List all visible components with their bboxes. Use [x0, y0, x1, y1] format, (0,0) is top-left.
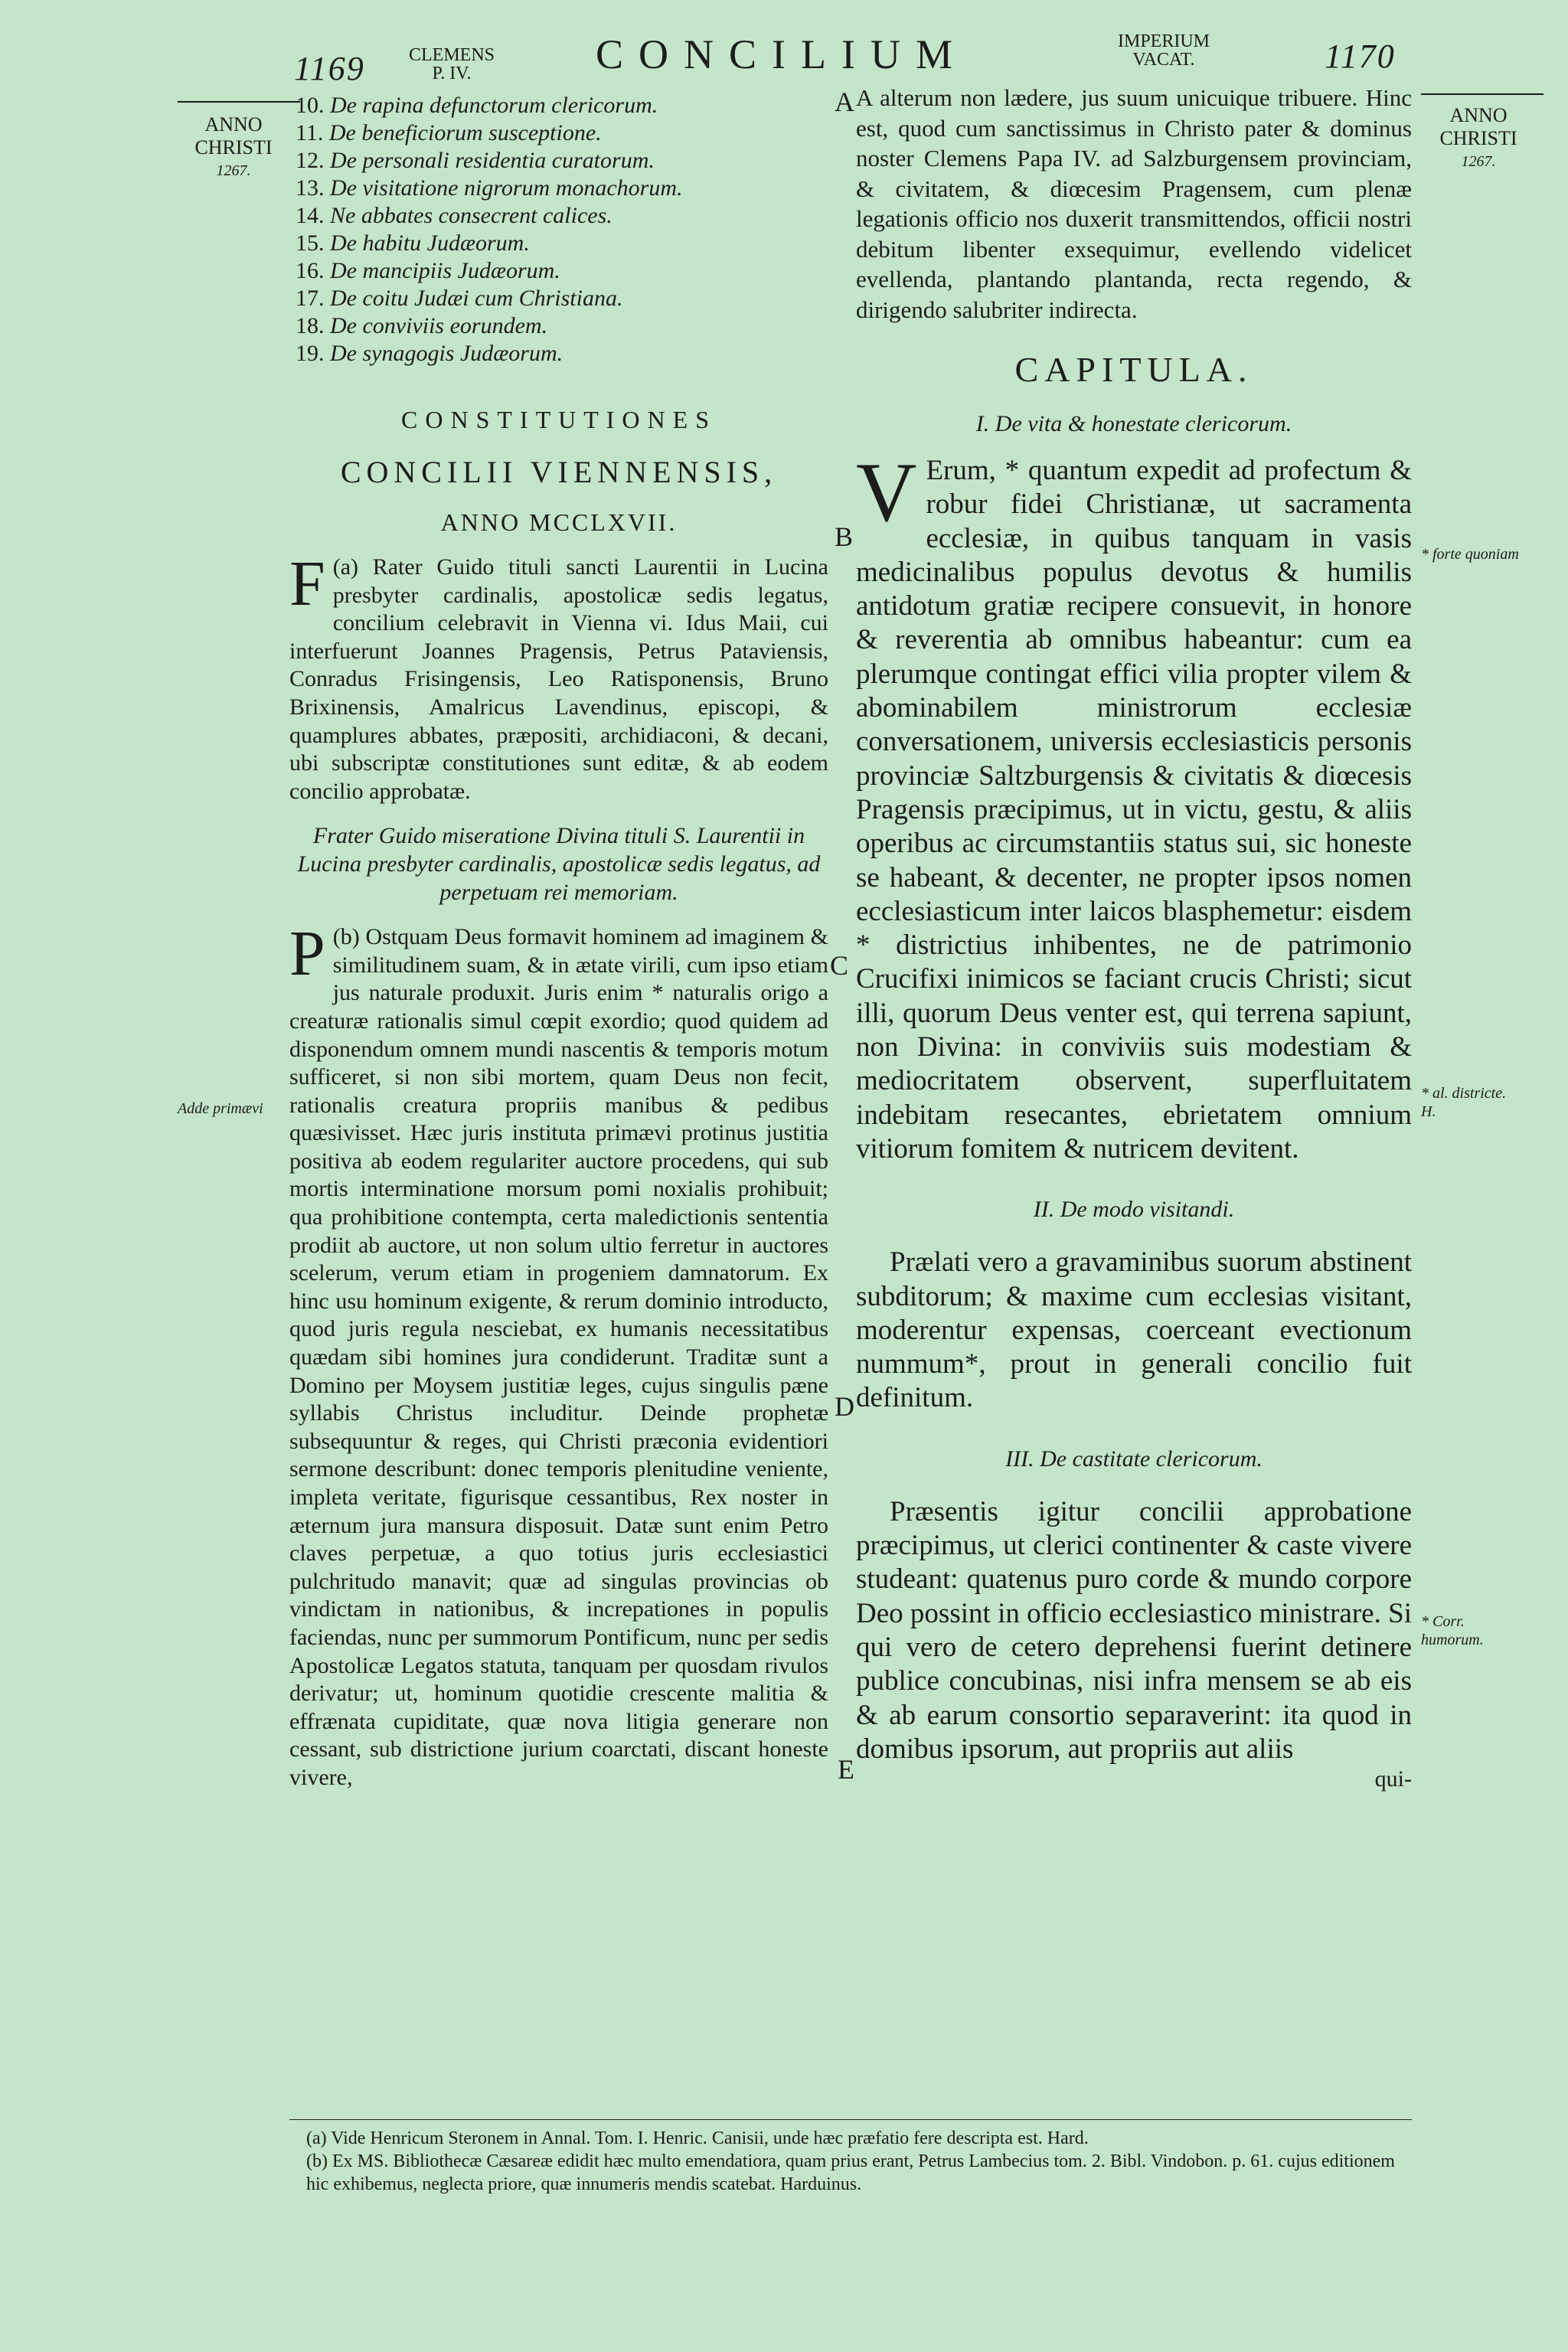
dropcap-a: F — [289, 548, 325, 619]
heading-capitula: CAPITULA. — [1014, 350, 1253, 389]
anno-right-line1: ANNO — [1449, 104, 1508, 126]
heading-concilii: CONCILII VIENNENSIS, — [340, 455, 778, 489]
chapter-list-item: 17. De coitu Judæi cum Christiana. — [296, 286, 623, 311]
right-column — [856, 83, 1412, 1792]
paragraph-a-text: Rater Guido tituli sancti Laurentii in Lucina presbyter cardinalis, apostolicæ sedis legatus, concilium celebravit in Vienna vi. Idus Maii, cui interfuerunt Joannes Pragensis, Petrus Pataviensis, Conradus Frisingensis, Leo Ratisponensis, Bruno Brixinensis, Amalricus Lavendinus, episcopi, & quamplures abbates, præpositi, archidiaconi, & decani, ubi subscriptæ constitutiones sunt editæ, & ab eodem concilio approbatæ. — [289, 554, 828, 804]
chapter-list-item: 12. De personali residentia curatorum. — [296, 148, 655, 173]
section-marker-d: D — [835, 1391, 854, 1422]
anno-right — [1429, 104, 1528, 173]
page-number-right: 1170 — [1325, 38, 1396, 75]
paragraph-b — [289, 918, 829, 1792]
anno-left-line1: ANNO — [204, 113, 263, 136]
chapter-2-text: Prælati vero a gravaminibus suorum abstinent subditorum; & maxime cum ecclesias visitant, moderentur expensas, coerceant evectionum nummum*, prout in generali concilio fuit definitum. — [856, 1246, 1412, 1414]
chapter-list-item: 10. De rapina defunctorum clericorum. — [296, 93, 658, 118]
anno-rule-right — [1421, 93, 1544, 95]
footnote-b: (b) Ex MS. Bibliothecæ Cæsareæ edidit hæc multo emendatiora, quam prius erant, Petrus Lambecius tom. 2. Bibl. Vindobon. p. 61. cujus editionem hic exhibemus, neglecta priore, quæ innumeris mendis scatebat. Harduinus. — [306, 2151, 1395, 2194]
chapter-2-title: II. De modo visitandi. — [1033, 1197, 1235, 1223]
margin-note-left: Adde primævi — [178, 1100, 263, 1117]
chapter-list-item: 18. De conviviis eorundem. — [296, 313, 548, 338]
left-column — [289, 406, 828, 1792]
chapter-list-item: 16. De mancipiis Judæorum. — [296, 258, 560, 283]
heading-constitutiones: CONSTITUTIONES — [401, 406, 717, 433]
margin-note-right-3: * Corr. humorum. — [1421, 1613, 1484, 1648]
chapter-list-item: 13. De visitatione nigrorum monachorum. — [296, 175, 683, 201]
section-marker-b: B — [835, 521, 854, 552]
footnote-rule — [289, 2119, 1412, 2120]
pope-label — [398, 46, 505, 83]
section-marker-e: E — [838, 1754, 854, 1785]
section-marker-a: A — [835, 87, 854, 117]
anno-left-line3: 1267. — [216, 162, 251, 179]
chapter-1-text — [856, 446, 1412, 1166]
marker-b: (b) — [332, 924, 360, 950]
chapter-1-body: Erum, * quantum expedit ad profectum & robur fidei Christianæ, ut sacramenta ecclesiæ, in quibus tanquam in vasis medicinalibus populus devotus & humilis antidotum gratiæ recipere consuevit, in honore & reverentia ab omnibus habeantur: cum ea plerumque contingat effici vilia propter vilem & abominabilem ministrorum ecclesiæ conversationem, universis ecclesiasticis personis provinciæ Saltzburgensis & civitatis & diœcesis Pragensis præcipimus, ut in victu, gestu, & aliis operibus ac circumstantiis status sui, sic honeste se habeant, & decenter, ne propter ipsos nomen ecclesiasticum inter laicos blasphemetur: eisdem * districtius inhibentes, ne de patrimonio Crucifixi inimicos se faciant crucis Christi; sicut illi, quorum Deus venter est, qui terrena sapiunt, non Divina: in conviviis suis modestiam & mediocritatem observent, superfluitatem indebitam resecantes, ebrietatem omnium vitiorum fomitem & nutricem devitent. — [856, 455, 1412, 1165]
chapter-list — [296, 92, 831, 368]
chapter-list-item: 19. De synagogis Judæorum. — [296, 341, 564, 366]
anno-right-line3: 1267. — [1461, 153, 1496, 170]
dropcap-b: P — [289, 918, 325, 990]
anno-left — [184, 113, 283, 182]
chapter-3-text: Præsentis igitur concilii approbatione præcipimus, ut clerici continenter & caste vivere studeant: quatenus puro corde & mundo corpore Deo possint in officio ecclesiastico ministrare. Si qui vero de cetero deprehensi fuerint detinere publice concubinas, nisi infra mensem se ab eis & ab earum consortio separaverint: ita quod in domibus ipsorum, aut propriis aut aliis — [856, 1495, 1412, 1765]
footnote-a: (a) Vide Henricum Steronem in Annal. Tom. I. Henric. Canisii, unde hæc præfatio fere descripta est. Hard. — [306, 2128, 1089, 2148]
margin-note-right-1: * forte quoniam — [1421, 546, 1519, 563]
page-title: CONCILIUM — [596, 31, 968, 77]
chapter-list-item: 15. De habitu Judæorum. — [296, 230, 530, 256]
imperium-line2: VACAT. — [1132, 50, 1195, 70]
heading-anno: ANNO MCCLXVII. — [440, 508, 678, 536]
italic-heading: Frater Guido miseratione Divina tituli S. Laurentii in Lucina presbyter cardinalis, apostolicæ sedis legatus, ad perpetuam rei memoriam. — [297, 823, 821, 905]
catchword: qui- — [1374, 1766, 1412, 1792]
footnotes — [306, 2127, 1409, 2196]
chapter-list-item: 14. Ne abbates consecrent calices. — [296, 203, 612, 228]
intro-paragraph: A alterum non lædere, jus suum unicuique tribuere. Hinc est, quod cum sanctissimus in Christo pater & dominus noster Clemens Papa IV. ad Salzburgensem provinciam, & civitatem, & diœcesim Pragensem, cum plenæ legationis officio nos duxerit transmittendos, officii nostri debitum libenter exsequimur, evellendo videlicet evellenda, plantando plantanda, recta regendo, & dirigendo salubriter indirecta. — [856, 84, 1412, 323]
anno-rule-left — [178, 101, 300, 103]
chapter-1-title: I. De vita & honestate clericorum. — [975, 411, 1292, 436]
marker-a: (a) — [332, 554, 359, 580]
pope-number: P. IV. — [432, 64, 472, 83]
pope-name: CLEMENS — [408, 45, 495, 65]
margin-note-right-2: * al. districte. H. — [1421, 1085, 1507, 1120]
chapter-3-title: III. De castitate clericorum. — [1005, 1446, 1263, 1472]
anno-right-line2: CHRISTI — [1439, 127, 1517, 149]
chapter-list-item: 11. De beneficiorum susceptione. — [296, 120, 602, 145]
imperium-line1: IMPERIUM — [1117, 31, 1210, 51]
dropcap-v: V — [856, 446, 917, 539]
page-number-left: 1169 — [294, 50, 365, 87]
anno-left-line2: CHRISTI — [194, 136, 273, 158]
paragraph-b-text: Ostquam Deus formavit hominem ad imaginem & similitudinem suam, & in ætate virili, cum ipso etiam jus naturale produxit. Juris enim * naturalis origo a creaturæ rationalis simul cœpit exordio; quod quidem ad disponendum omnem mundi nascentis & temporis motum sufficeret, si non sibi mortem, quam Deus non fecit, rationalis creatura propriis manibus & pedibus quæsivisset. Hæc juris instituta primævi protinus justitia positiva ab eodem regulariter auctore procedens, qui sub mortis interminatione morsum pomi noxialis prohibuit; qua prohibitione contempta, certa maledictionis sententia prodiit ab auctore, ut non solum ultio ferretur in auctores scelerum, verum etiam in progeniem damnatorum. Ex hinc usu hominum exigente, & rerum dominio introducto, quod juris regula nesciebat, ex humanis necessitatibus quædam sibi homines jura condiderunt. Traditæ sunt a Domino per Moysem justitiæ leges, cujus singulis pæne syllabis Christus includitur. Deinde prophetæ subsequuntur & reges, qui Christi præconia evidentiori sermone describunt: donec temporis plenitudine veniente, impleta veritate, figurisque cessantibus, Rex noster in æternum jura mansura disposuit. Datæ sunt enim Petro claves perpetuæ, a quo totius juris ecclesiastici pulchritudo manavit; quæ ad singulas provincias ob vindictam in nationibus, & increpationes in populis faciendas, nunc per summorum Pontificum, nunc per sedis Apostolicæ Legatos statuta, tanquam per quosdam rivulos derivatur; ut, hominum quotidie crescente malitia & effrænata cupiditate, quæ nova litigia generare non cessant, sub districtione jurium coarctati, discant honeste vivere, — [289, 924, 829, 1790]
paragraph-a — [289, 548, 828, 805]
section-marker-c: C — [830, 950, 849, 981]
imperium-label — [1095, 32, 1233, 69]
